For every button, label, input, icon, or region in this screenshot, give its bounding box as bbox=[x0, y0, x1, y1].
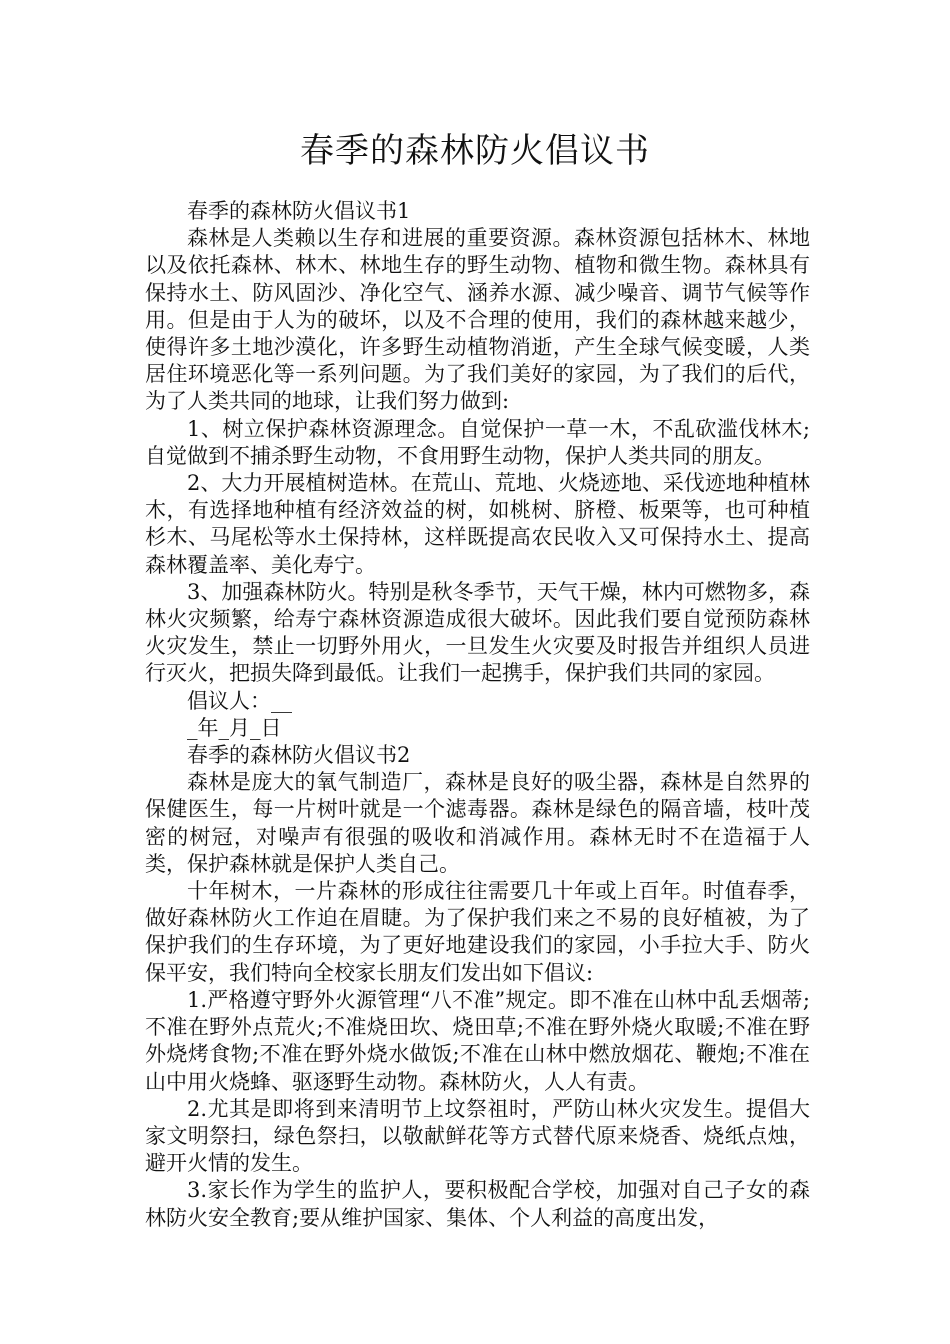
list-item: 1、树立保护森林资源理念。自觉保护一草一木，不乱砍滥伐林木;自觉做到不捕杀野生动物，不食用野生动物，保护人类共同的朋友。 bbox=[145, 416, 810, 468]
list-item: 3、加强森林防火。特别是秋冬季节，天气干燥，林内可燃物多，森林火灾频繁，给寿宁森林资源造成很大破坏。因此我们要自觉预防森林火灾发生，禁止一切野外用火，一旦发生火灾要及时报告并组织人员进行灭火，把损失降到最低。让我们一起携手，保护我们共同的家园。 bbox=[145, 579, 810, 686]
date-line: _年_月_日 bbox=[187, 715, 282, 740]
list-item: 2、大力开展植树造林。在荒山、荒地、火烧迹地、采伐迹地种植林木，有选择地种植有经济效益的树，如桃树、脐橙、板栗等，也可种植杉木、马尾松等水土保持林，这样既提高农民收入又可保持水土、提高森林覆盖率、美化寿宁。 bbox=[145, 471, 810, 577]
document-title: 春季的森林防火倡议书 bbox=[300, 131, 650, 171]
document-body bbox=[145, 198, 810, 1232]
body-paragraph: 森林是庞大的氧气制造厂，森林是良好的吸尘器，森林是自然界的保健医生，每一片树叶就是一个滤毒器。森林是绿色的隔音墙，枝叶茂密的树冠，对噪声有很强的吸收和消减作用。森林无时不在造福于人类，保护森林就是保护人类自己。 bbox=[145, 770, 810, 876]
section-heading-1: 春季的森林防火倡议书1 bbox=[187, 199, 411, 223]
body-paragraph: 十年树木，一片森林的形成往往需要几十年或上百年。时值春季，做好森林防火工作迫在眉睫。为了保护我们来之不易的良好植被，为了保护我们的生存环境，为了更好地建设我们的家园，小手拉大手、防火保平安，我们特向全校家长朋友们发出如下倡议: bbox=[145, 879, 810, 985]
list-item: 3.家长作为学生的监护人，要积极配合学校，加强对自己子女的森林防火安全教育;要从维护国家、集体、个人利益的高度出发， bbox=[145, 1178, 810, 1230]
list-item: 2.尤其是即将到来清明节上坟祭祖时，严防山林火灾发生。提倡大家文明祭扫，绿色祭扫，以敬献鲜花等方式替代原来烧香、烧纸点烛，避开火情的发生。 bbox=[145, 1096, 810, 1176]
body-paragraph: 森林是人类赖以生存和进展的重要资源。森林资源包括林木、林地以及依托森林、林木、林地生存的野生动物、植物和微生物。森林具有保持水土、防风固沙、净化空气、涵养水源、减少噪音、调节气候等作用。但是由于人为的破坏，以及不合理的使用，我们的森林越来越少，使得许多土地沙漠化，许多野生动植物消逝，产生全球气候变暖，人类居住环境恶化等一系列问题。为了我们美好的家园，为了我们的后代，为了人类共同的地球，让我们努力做到: bbox=[145, 226, 810, 414]
signature-line: 倡议人：__ bbox=[187, 688, 292, 713]
list-item: 1.严格遵守野外火源管理“八不准”规定。即不准在山林中乱丢烟蒂;不准在野外点荒火;不准烧田坎、烧田草;不准在野外烧火取暖;不准在野外烧烤食物;不准在野外烧水做饭;不准在山林中燃放烟花、鞭炮;不准在山中用火烧蜂、驱逐野生动物。森林防火，人人有责。 bbox=[145, 987, 810, 1094]
section-heading-2: 春季的森林防火倡议书2 bbox=[187, 743, 411, 768]
